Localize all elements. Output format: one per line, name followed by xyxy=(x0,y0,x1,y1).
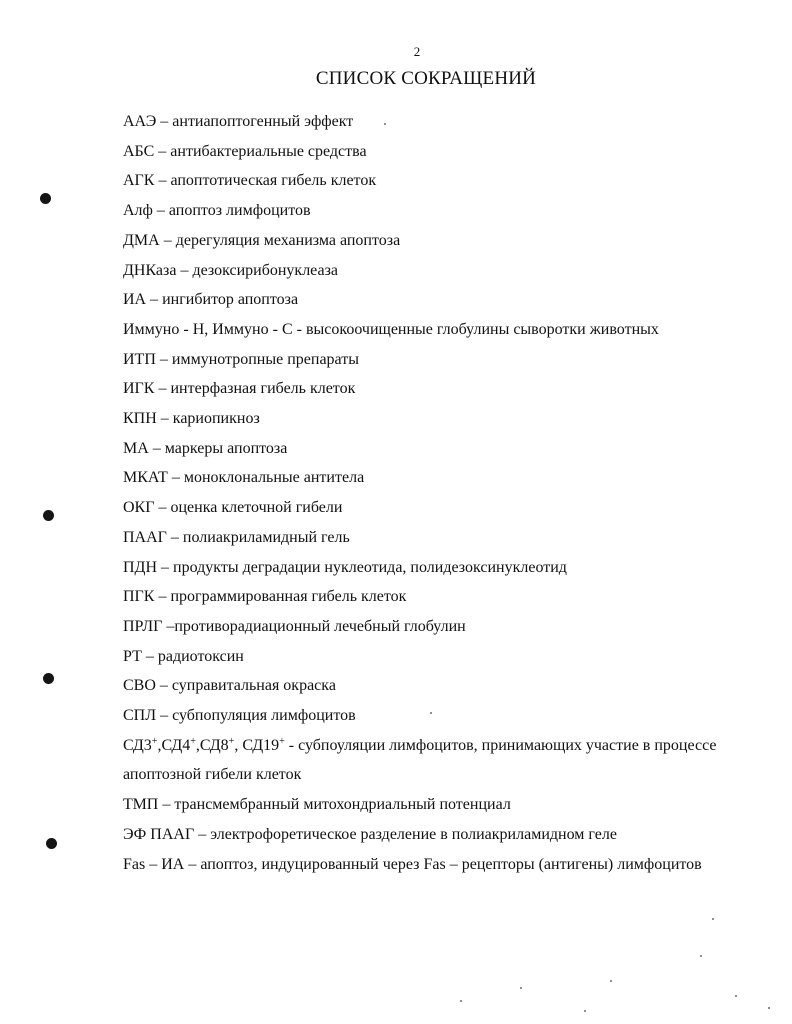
punch-hole xyxy=(40,193,51,204)
abbreviation-item: СВО – суправитальная окраска xyxy=(123,677,336,695)
scan-speck xyxy=(735,995,737,997)
cd-term: ,СД4 xyxy=(157,736,191,754)
abbreviation-item: ЭФ ПААГ – электрофоретическое разделение в полиакриламидном геле xyxy=(123,825,617,843)
superscript-plus: + xyxy=(151,735,158,747)
abbreviation-item: ИГК – интерфазная гибель клеток xyxy=(123,380,356,398)
scan-speck xyxy=(768,1007,770,1009)
scan-speck xyxy=(460,1000,462,1002)
abbreviation-item: МКАТ – моноклональные антитела xyxy=(123,469,365,487)
scan-speck xyxy=(384,123,386,125)
abbreviation-item: СПЛ – субпопуляция лимфоцитов xyxy=(123,707,356,725)
abbreviation-item: МА – маркеры апоптоза xyxy=(123,439,288,457)
abbreviation-item: АБС – антибактериальные средства xyxy=(123,142,367,160)
abbreviation-item: Fas – ИА – апоптоз, индуцированный через Fas – рецепторы (антигены) лимфоцитов xyxy=(123,855,702,873)
abbreviation-item: КПН – кариопикноз xyxy=(123,410,260,428)
punch-hole xyxy=(43,673,54,684)
cd-definition: - субпоуляции лимфоцитов, принимающих участие в процессе апоптозной гибели клеток xyxy=(123,736,717,784)
scan-speck xyxy=(700,955,702,957)
punch-hole xyxy=(43,510,54,521)
cd-term: , СД19 xyxy=(234,736,280,754)
abbreviation-item: ИТП – иммунотропные препараты xyxy=(123,350,359,368)
punch-hole xyxy=(46,838,57,849)
scan-speck xyxy=(520,987,522,989)
abbreviation-list xyxy=(123,107,763,879)
abbreviation-item: ОКГ – оценка клеточной гибели xyxy=(123,499,343,517)
abbreviation-item: ДНКаза – дезоксирибонуклеаза xyxy=(123,261,338,279)
abbreviation-item: Иммуно - Н, Иммуно - С - высокоочищенные глобулины сыворотки животных xyxy=(123,320,659,338)
abbreviation-item: ААЭ – антиапоптогенный эффект xyxy=(123,113,354,130)
abbreviation-item: ДМА – дерегуляция механизма апоптоза xyxy=(123,231,401,249)
scan-speck xyxy=(610,980,612,982)
abbreviation-item: ПРЛГ –противорадиационный лечебный глобулин xyxy=(123,617,466,635)
abbreviation-item: ПААГ – полиакриламидный гель xyxy=(123,528,350,546)
superscript-plus: + xyxy=(190,735,196,747)
page-title: СПИСОК СОКРАЩЕНИЙ xyxy=(315,68,537,89)
abbreviation-item: ТМП – трансмембранный митохондриальный потенциал xyxy=(123,796,511,814)
scan-speck xyxy=(712,918,714,920)
abbreviation-item: РТ – радиотоксин xyxy=(123,647,244,665)
abbreviation-item: ПДН – продукты деградации нуклеотида, полидезоксинуклеотид xyxy=(123,558,567,576)
abbreviation-item: ИА – ингибитор апоптоза xyxy=(123,291,299,309)
cd-term: СД3 xyxy=(123,736,152,754)
cd-abbreviation-item xyxy=(123,731,763,790)
cd-term: ,СД8 xyxy=(195,736,229,754)
scan-speck xyxy=(584,1010,586,1012)
abbreviation-item: Алф – апоптоз лимфоцитов xyxy=(123,202,311,220)
abbreviation-item: ПГК – программированная гибель клеток xyxy=(123,588,407,606)
abbreviation-item: АГК – апоптотическая гибель клеток xyxy=(123,172,377,190)
scan-speck xyxy=(430,712,432,714)
superscript-plus: + xyxy=(279,735,285,747)
superscript-plus: + xyxy=(228,735,235,747)
page-number: 2 xyxy=(413,44,421,59)
